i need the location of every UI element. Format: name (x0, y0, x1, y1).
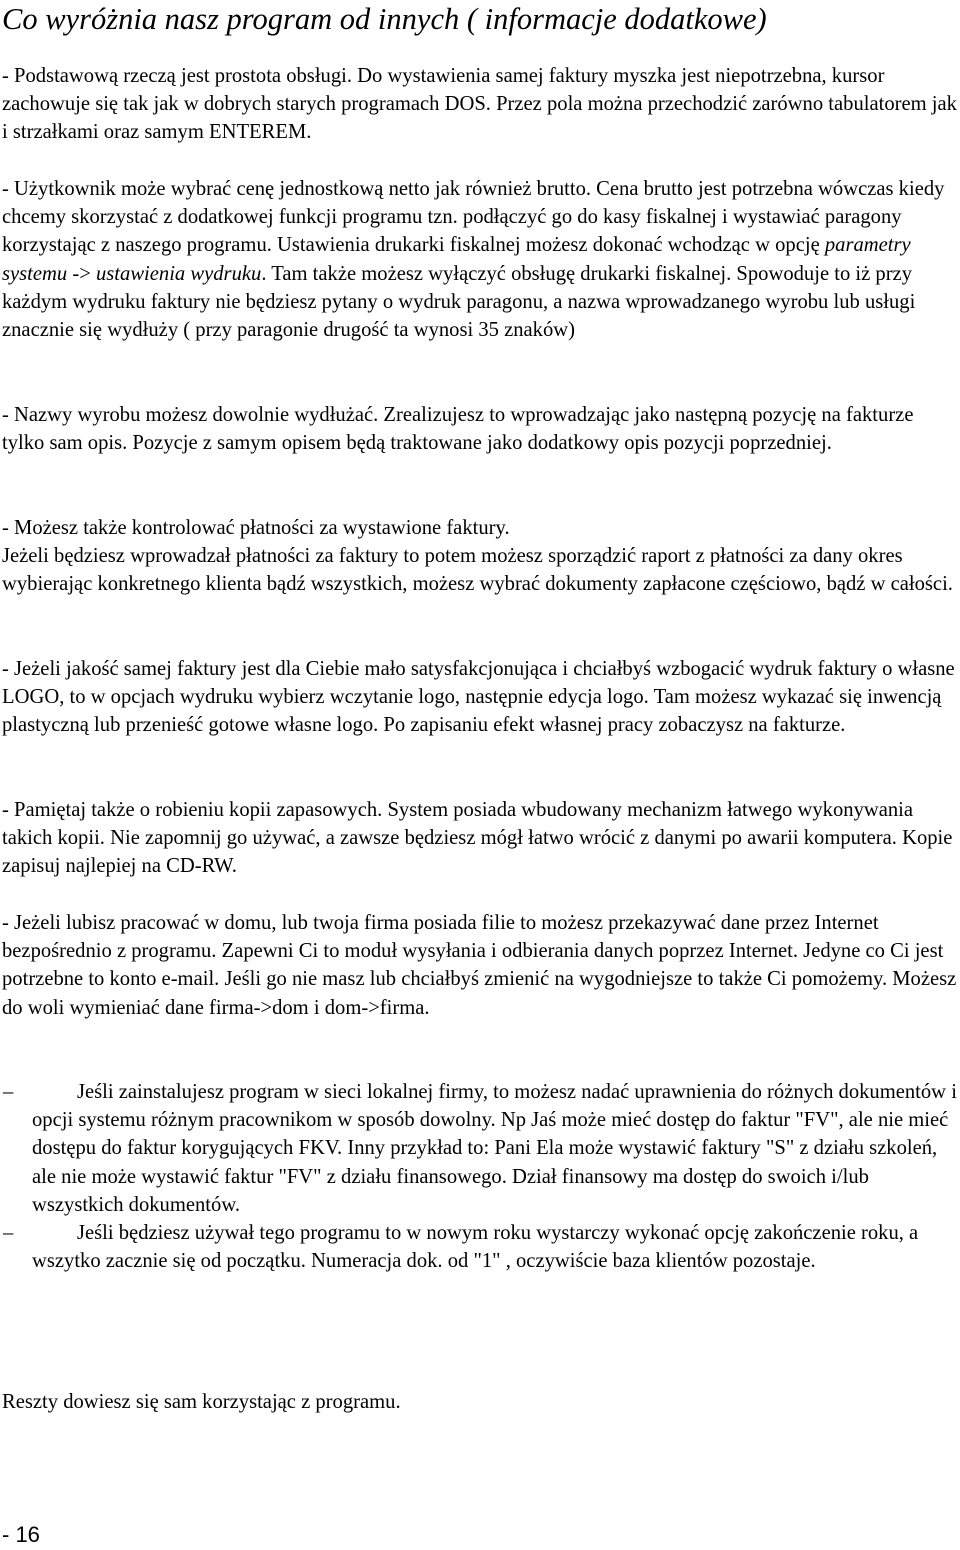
menu-path-ustawienia-wydruku: ustawienia wydruku (95, 262, 262, 285)
closing-line: Reszty dowiesz się sam korzystając z programu. (2, 1391, 401, 1413)
page-title: Co wyróżnia nasz program od innych ( informacje dodatkowe) (2, 2, 767, 36)
paragraph-simplicity: - Podstawową rzeczą jest prostota obsługi. Do wystawienia samej faktury myszka jest niepotrzebna, kursor zachowuje się tak jak w dobrych starych programach DOS. Przez pola można przechodzić zarówno tabulatorem jak i strzałkami oraz samym ENTEREM. (2, 65, 957, 144)
page-number: - 16 (2, 1522, 40, 1547)
paragraph-gross-price (2, 175, 958, 344)
paragraph-logo: - Jeżeli jakość samej faktury jest dla Ciebie mało satysfakcjonująca i chciałbyś wzbogacić wydruk faktury o własne LOGO, to w opcjach wydruku wybierz wczytanie logo, następnie edycja logo. Tam możesz wykazać się inwencją plastyczną lub przenieść gotowe własne logo. Po zapisaniu efekt własnej pracy zobaczysz na fakturze. (2, 658, 955, 737)
paragraph-gross-price-text-2: . Tam także możesz wyłączyć obsługę drukarki fiskalnej. Spowoduje to iż przy każdym wydruku faktury nie będziesz pytany o wydruk paragonu, a nazwa wprowadzanego wyrobu lub usługi znacznie się wydłuży ( przy paragonie drugość ta wynosi 35 znaków) (2, 262, 916, 342)
paragraph-backups: - Pamiętaj także o robieniu kopii zapasowych. System posiada wbudowany mechanizm łatwego wykonywania takich kopii. Nie zapomnij go używać, a zawsze będziesz mógł łatwo wrócić z danymi po awarii komputera. Kopie zapisuj najlepiej na CD-RW. (2, 799, 953, 878)
paragraph-internet: - Jeżeli lubisz pracować w domu, lub twoja firma posiada filie to możesz przekazywać dane przez Internet bezpośrednio z programu. Zapewni Ci to moduł wysyłania i odbierania danych poprzez Internet. Jedyne co Ci jest potrzebne to konto e-mail. Jeśli go nie masz lub chciałbyś zmienić na wygodniejsze to także Ci pomożemy. Możesz do woli wymieniać dane firma->dom i dom->firma. (2, 912, 957, 1019)
list-item-text: Jeśli będziesz używał tego programu to w nowym roku wystarczy wykonać opcję zakończenie roku, a wszytko zacznie się od początku. Numeracja dok. od "1" , oczywiście baza klientów pozostaje. (32, 1222, 919, 1273)
menu-path-separator: -> (67, 262, 96, 285)
list-item (0, 1219, 958, 1275)
dash-bullet-icon: – (3, 1081, 14, 1103)
dash-bullet-icon: – (3, 1222, 14, 1245)
paragraph-gross-price-text-1: - Użytkownik może wybrać cenę jednostkową netto jak również brutto. Cena brutto jest potrzebna wówczas kiedy chcemy skorzystać z dodatkowej funkcji programu tzn. podłączyć go do kasy fiskalnej i wystawiać paragony korzystając z naszego programu. Ustawienia drukarki fiskalnej możesz dokonać wchodząc w opcję (2, 178, 945, 257)
menu-path-parametry-systemu: parametry systemu (2, 234, 911, 285)
permissions-list (0, 1078, 958, 1275)
paragraph-payments-lead: - Możesz także kontrolować płatności za wystawione faktury. (2, 517, 510, 539)
paragraph-payments-body: Jeżeli będziesz wprowadzał płatności za faktury to potem możesz sporządzić raport z płatności za dany okres wybierając konkretnego klienta bądź wszystkich, możesz wybrać dokumenty zapłacone częściowo, bądź w całości. (2, 545, 953, 596)
paragraph-product-names: - Nazwy wyrobu możesz dowolnie wydłużać. Zrealizujesz to wprowadzając jako następną pozycję na fakturze tylko sam opis. Pozycje z samym opisem będą traktowane jako dodatkowy opis pozycji poprzedniej. (2, 404, 914, 455)
paragraph-payments (2, 514, 958, 599)
list-item-text: Jeśli zainstalujesz program w sieci lokalnej firmy, to możesz nadać uprawnienia do różnych dokumentów i opcji systemu różnym pracownikom w sposób dowolny. Np Jaś może mieć dostęp do faktur "FV", ale nie mieć dostępu do faktur korygujących FKV. Inny przykład to: Pani Ela może wystawić faktury "S" z działu szkoleń, ale nie może wystawić faktur "FV" z działu finansowego. Dział finansowy ma dostęp do swoich i/lub wszystkich dokumentów. (32, 1081, 957, 1216)
list-item (0, 1078, 958, 1219)
